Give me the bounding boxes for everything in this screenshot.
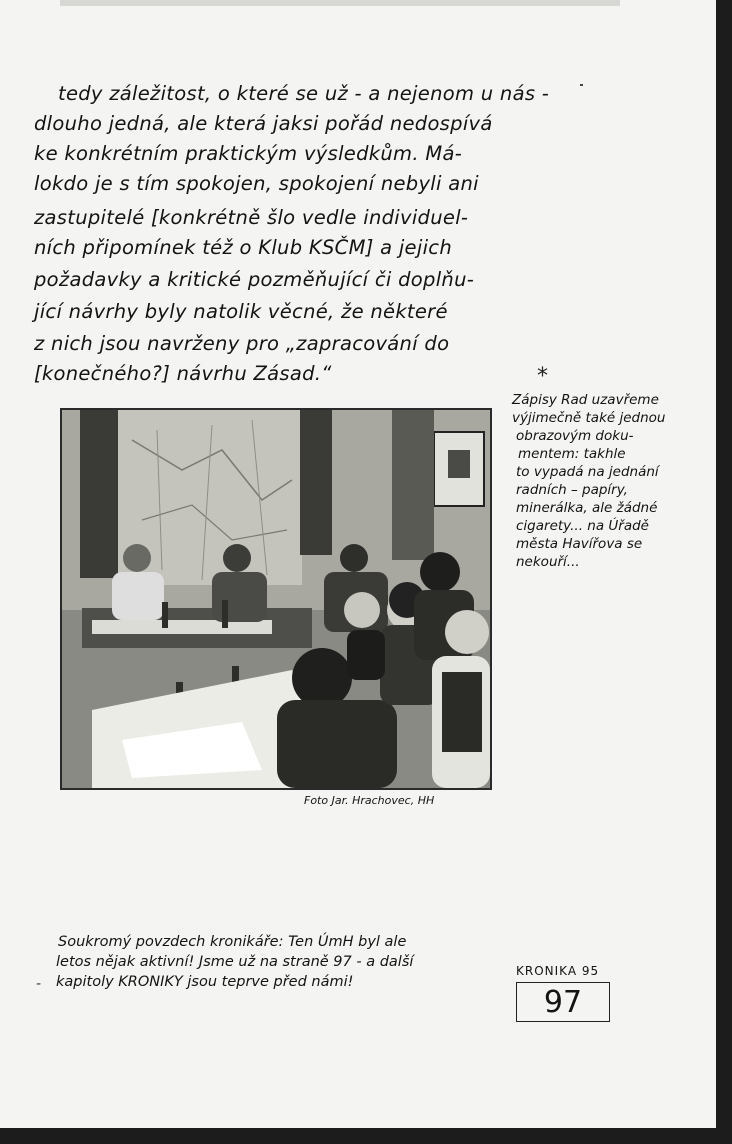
main-line: ke konkrétním praktickým výsledkům. Má- xyxy=(34,142,463,165)
side-note-line: radních – papíry, xyxy=(516,482,628,498)
side-note-line: minerálka, ale žádné xyxy=(516,500,658,516)
side-note-line: výjimečně také jednou xyxy=(512,410,666,426)
main-line: [konečného?] návrhu Zásad.“ xyxy=(34,362,332,385)
main-line: požadavky a kritické pozměňující či doplňu- xyxy=(34,268,475,291)
footer-line: kapitoly KRONIKY jsou teprve před námi! xyxy=(56,974,354,990)
meeting-photo xyxy=(60,408,492,790)
main-line: lokdo je s tím spokojen, spokojení nebyli ani xyxy=(34,172,479,195)
side-note-line: mentem: takhle xyxy=(518,446,626,462)
scan-border-bottom xyxy=(0,1128,732,1144)
scan-border-right xyxy=(716,0,732,1144)
side-note-line: obrazovým doku- xyxy=(516,428,634,444)
page-top-edge xyxy=(60,0,620,6)
kronika-label: KRONIKA 95 xyxy=(516,964,600,978)
ink-speck xyxy=(580,84,583,86)
main-line: ních připomínek též o Klub KSČM] a jejich xyxy=(34,236,452,259)
main-line: z nich jsou navrženy pro „zapracování do xyxy=(34,332,450,355)
side-note-line: Zápisy Rad uzavřeme xyxy=(512,392,659,408)
side-note-line: města Havířova se xyxy=(516,536,643,552)
main-line: dlouho jedná, ale která jaksi pořád nedospívá xyxy=(34,112,493,135)
side-note-line: nekouří... xyxy=(516,554,580,570)
main-line: tedy záležitost, o které se už - a nejenom u nás - xyxy=(58,82,550,105)
meeting-photo-image xyxy=(62,410,490,788)
photo-caption: Foto Jar. Hrachovec, HH xyxy=(304,794,435,807)
page-number: 97 xyxy=(543,984,583,1020)
page-number-box xyxy=(516,982,610,1022)
footer-line: letos nějak aktivní! Jsme už na straně 97 - a další xyxy=(56,954,414,970)
main-line: jící návrhy byly natolik věcné, že některé xyxy=(34,300,448,323)
footer-mark: - xyxy=(36,976,42,992)
side-note-line: cigarety... na Úřadě xyxy=(516,518,649,534)
side-note-line: to vypadá na jednání xyxy=(516,464,659,480)
main-line: zastupitelé [konkrétně šlo vedle individuel- xyxy=(34,206,469,229)
footer-line: Soukromý povzdech kronikáře: Ten ÚmH byl ale xyxy=(58,934,407,950)
side-note-marker: * xyxy=(537,364,548,389)
